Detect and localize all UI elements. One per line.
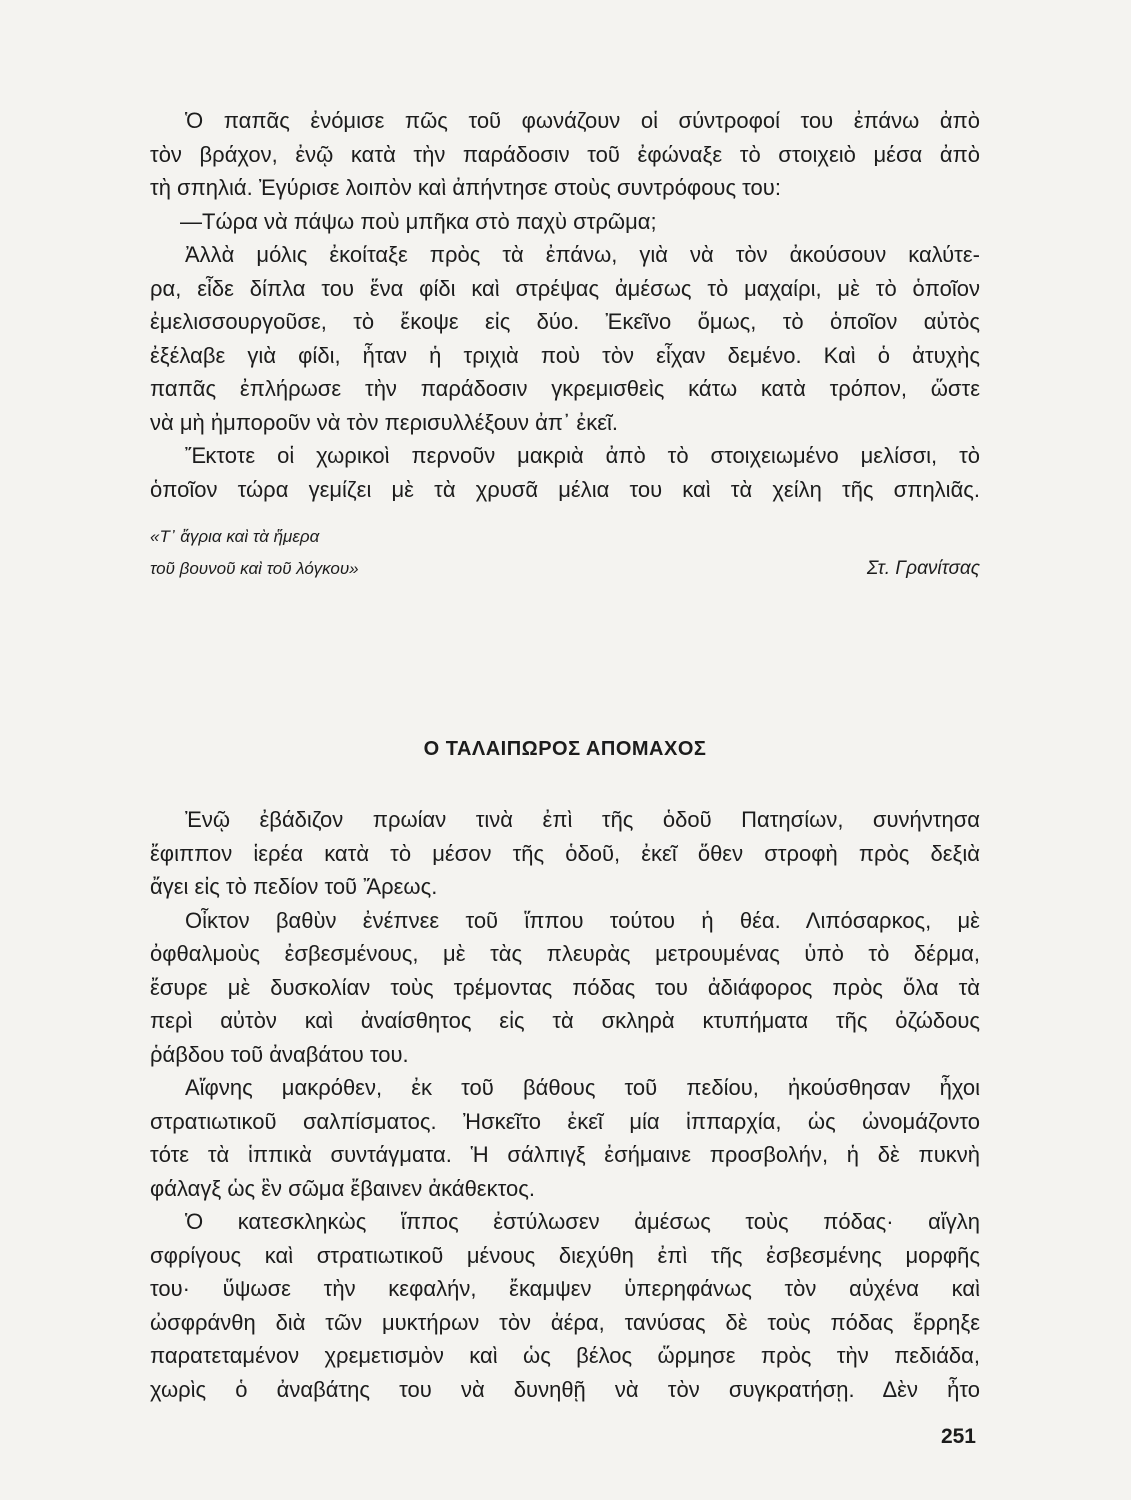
text-line: Οἶκτον βαθὺν ἐνέπνεε τοῦ ἵππου τούτου ἡ θέα. Λιπόσαρκος, μὲ [185,907,980,933]
text-line: ἐξέλαβε γιὰ φίδι, ἦταν ἡ τριχιὰ ποὺ τὸν εἶχαν δεμένο. Καὶ ὁ ἀτυχὴς [150,342,980,368]
story-one-body [150,104,980,506]
text-line: ἔσυρε μὲ δυσκολίαν τοὺς τρέμοντας πόδας του ἀδιάφορος πρὸς ὅλα τὰ [150,974,980,1000]
story-two-body [150,803,980,1406]
text-line: ὁποῖον τώρα γεμίζει μὲ τὰ χρυσᾶ μέλια του καὶ τὰ χείλη τῆς σπηλιᾶς. [150,476,980,502]
text-line: φάλαγξ ὡς ἓν σῶμα ἔβαινεν ἀκάθεκτος. [150,1175,535,1201]
citation-title-line-1: «Τ᾿ ἄγρια καὶ τὰ ἥμερα [150,527,320,546]
dialogue-line: —Τώρα νὰ πάψω ποὺ μπῆκα στὸ παχὺ στρῶμα; [180,208,657,234]
text-line: στρατιωτικοῦ σαλπίσματος. Ἠσκεῖτο ἐκεῖ μία ἱππαρχία, ὡς ὠνομάζοντο [150,1108,980,1134]
text-line: ῥάβδου τοῦ ἀναβάτου του. [150,1041,409,1067]
text-line: σφρίγους καὶ στρατιωτικοῦ μένους διεχύθη ἐπὶ τῆς ἐσβεσμένης μορφῆς [150,1242,980,1268]
text-line: ἐμελισσουργοῦσε, τὸ ἔκοψε εἰς δύο. Ἐκεῖνο ὅμως, τὸ ὁποῖον αὐτὸς [150,309,980,334]
text-line: ἄγει εἰς τὸ πεδίον τοῦ Ἄρεως. [150,874,438,899]
text-line: ὀφθαλμοὺς ἐσβεσμένους, μὲ τὰς πλευρὰς μετρουμένας ὑπὸ τὸ δέρμα, [150,941,980,966]
text-line: Ἔκτοτε οἱ χωρικοὶ περνοῦν μακριὰ ἀπὸ τὸ στοιχειωμένο μελίσσι, τὸ [185,443,980,468]
text-line: Ὁ παπᾶς ἐνόμισε πῶς τοῦ φωνάζουν οἱ σύντροφοί του ἐπάνω ἀπὸ [185,108,980,133]
text-line: Ὁ κατεσκληκὼς ἵππος ἐστύλωσεν ἀμέσως τοὺς πόδας· αἴγλη [185,1209,980,1234]
source-citation [150,521,980,585]
text-line: τότε τὰ ἱππικὰ συντάγματα. Ἡ σάλπιγξ ἐσήμαινε προσβολήν, ἡ δὲ πυκνὴ [150,1142,980,1167]
page-number: 251 [940,1425,976,1448]
text-line: ὠσφράνθη διὰ τῶν μυκτήρων τὸν ἀέρα, τανύσας δὲ τοὺς πόδας ἔρρηξε [150,1309,980,1335]
text-line: του· ὕψωσε τὴν κεφαλήν, ἔκαμψεν ὑπερηφάνως τὸν αὐχένα καὶ [150,1276,980,1301]
text-line: παρατεταμένον χρεμετισμὸν καὶ ὡς βέλος ὥρμησε πρὸς τὴν πεδιάδα, [150,1343,980,1368]
text-line: ἔφιππον ἱερέα κατὰ τὸ μέσον τῆς ὁδοῦ, ἐκεῖ ὅθεν στροφὴ πρὸς δεξιὰ [150,840,980,866]
chapter-title: Ο ΤΑΛΑΙΠΩΡΟΣ ΑΠΟΜΑΧΟΣ [423,738,707,760]
citation-title-line-2: τοῦ βουνοῦ καὶ τοῦ λόγκου» [150,559,359,578]
text-line: περὶ αὐτὸν καὶ ἀναίσθητος εἰς τὰ σκληρὰ κτυπήματα τῆς ὀζώδους [150,1008,980,1033]
text-line: Ἀλλὰ μόλις ἐκοίταξε πρὸς τὰ ἐπάνω, γιὰ νὰ τὸν ἀκούσουν καλύτε- [185,242,980,267]
text-line: χωρὶς ὁ ἀναβάτης του νὰ δυνηθῇ νὰ τὸν συγκρατήσῃ. Δὲν ἦτο [150,1376,980,1402]
text-line: νὰ μὴ ἠμποροῦν νὰ τὸν περισυλλέξουν ἀπ᾿ ἐκεῖ. [150,409,619,435]
text-line: τὴ σπηλιά. Ἐγύρισε λοιπὸν καὶ ἀπήντησε στοὺς συντρόφους του: [150,175,781,200]
text-line: Αἴφνης μακρόθεν, ἐκ τοῦ βάθους τοῦ πεδίου, ἠκούσθησαν ἦχοι [185,1075,980,1100]
text-line: Ἐνῷ ἐβάδιζον πρωίαν τινὰ ἐπὶ τῆς ὁδοῦ Πατησίων, συνήντησα [185,807,980,832]
text-line: ρα, εἶδε δίπλα του ἕνα φίδι καὶ στρέψας ἀμέσως τὸ μαχαίρι, μὲ τὸ ὁποῖον [150,275,980,301]
text-line: τὸν βράχον, ἐνῷ κατὰ τὴν παράδοσιν τοῦ ἐφώναξε τὸ στοιχειὸ μέσα ἀπὸ [150,141,980,167]
text-line: παπᾶς ἐπλήρωσε τὴν παράδοσιν γκρεμισθεὶς κάτω κατὰ τρόπον, ὥστε [150,376,980,401]
citation-author: Στ. Γρανίτσας [866,558,980,579]
